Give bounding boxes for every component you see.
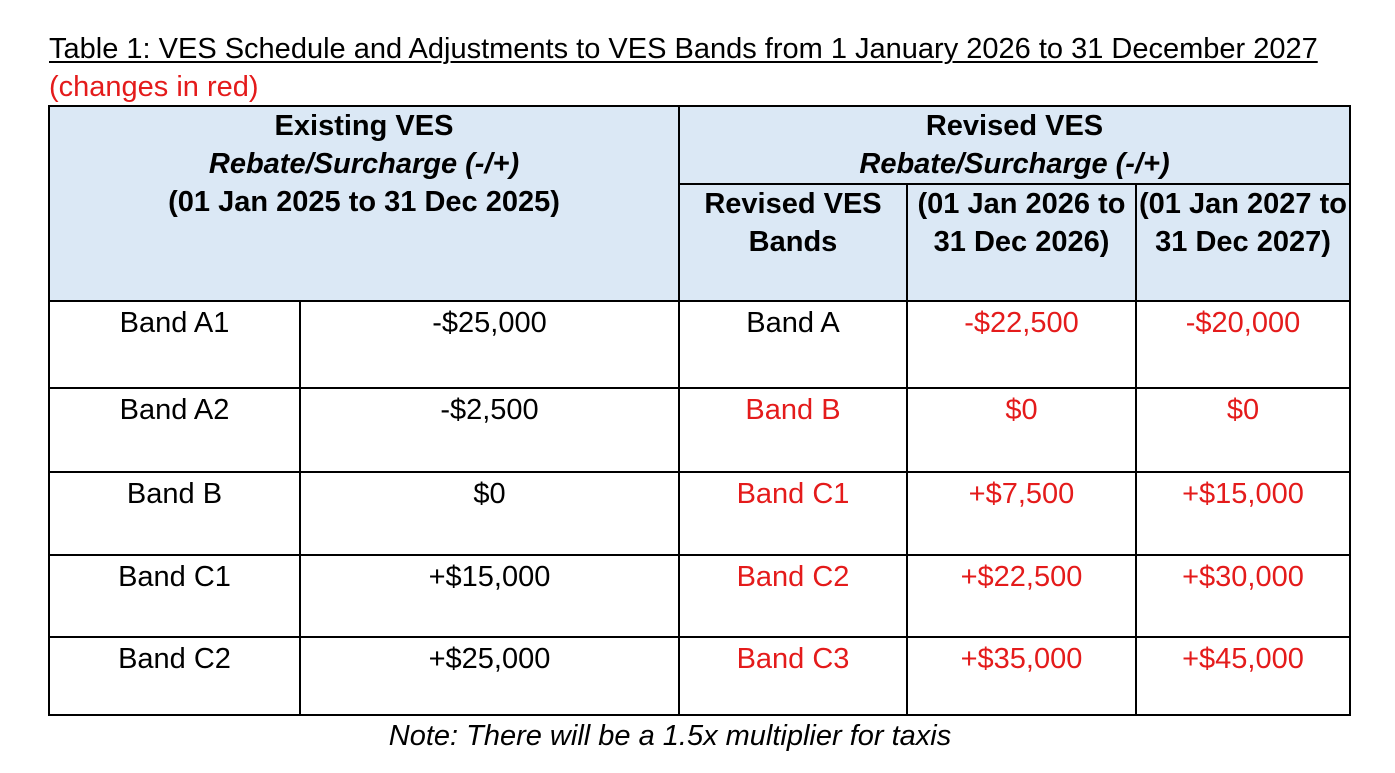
value-2027: -$20,000 [1136, 301, 1350, 388]
value-2027: +$15,000 [1136, 472, 1350, 555]
header-period-2027: (01 Jan 2027 to 31 Dec 2027) [1136, 184, 1350, 301]
value-2026: +$35,000 [907, 637, 1136, 715]
existing-value: +$25,000 [300, 637, 679, 715]
revised-band: Band C1 [679, 472, 907, 555]
value-2026: $0 [907, 388, 1136, 472]
ves-schedule-table [48, 105, 1351, 716]
existing-value: +$15,000 [300, 555, 679, 637]
table-row [49, 472, 1350, 555]
value-2026: -$22,500 [907, 301, 1136, 388]
value-2026: +$7,500 [907, 472, 1136, 555]
table-row [49, 388, 1350, 472]
existing-band: Band B [49, 472, 300, 555]
table-row [49, 637, 1350, 715]
revised-band: Band C2 [679, 555, 907, 637]
revised-band: Band B [679, 388, 907, 472]
value-2027: $0 [1136, 388, 1350, 472]
table-caption [49, 30, 1349, 106]
header-existing-ves: Existing VES Rebate/Surcharge (-/+) (01 Jan 2025 to 31 Dec 2025) [49, 106, 679, 301]
value-2027: +$45,000 [1136, 637, 1350, 715]
existing-band: Band A1 [49, 301, 300, 388]
table-row [49, 301, 1350, 388]
value-2027: +$30,000 [1136, 555, 1350, 637]
existing-band: Band C1 [49, 555, 300, 637]
revised-band: Band C3 [679, 637, 907, 715]
table-row [49, 555, 1350, 637]
header-period-2026: (01 Jan 2026 to 31 Dec 2026) [907, 184, 1136, 301]
existing-value: -$25,000 [300, 301, 679, 388]
existing-value: -$2,500 [300, 388, 679, 472]
existing-value: $0 [300, 472, 679, 555]
taxi-multiplier-note: Note: There will be a 1.5x multiplier for taxis [388, 720, 952, 752]
value-2026: +$22,500 [907, 555, 1136, 637]
existing-band: Band C2 [49, 637, 300, 715]
revised-band: Band A [679, 301, 907, 388]
header-row-top [49, 106, 1350, 184]
caption-changes-note: (changes in red) [49, 71, 259, 103]
header-revised-bands: Revised VES Bands [679, 184, 907, 301]
existing-band: Band A2 [49, 388, 300, 472]
caption-title: Table 1: VES Schedule and Adjustments to VES Bands from 1 January 2026 to 31 December 2027 [49, 33, 1318, 65]
header-revised-ves: Revised VES Rebate/Surcharge (-/+) [679, 106, 1350, 184]
